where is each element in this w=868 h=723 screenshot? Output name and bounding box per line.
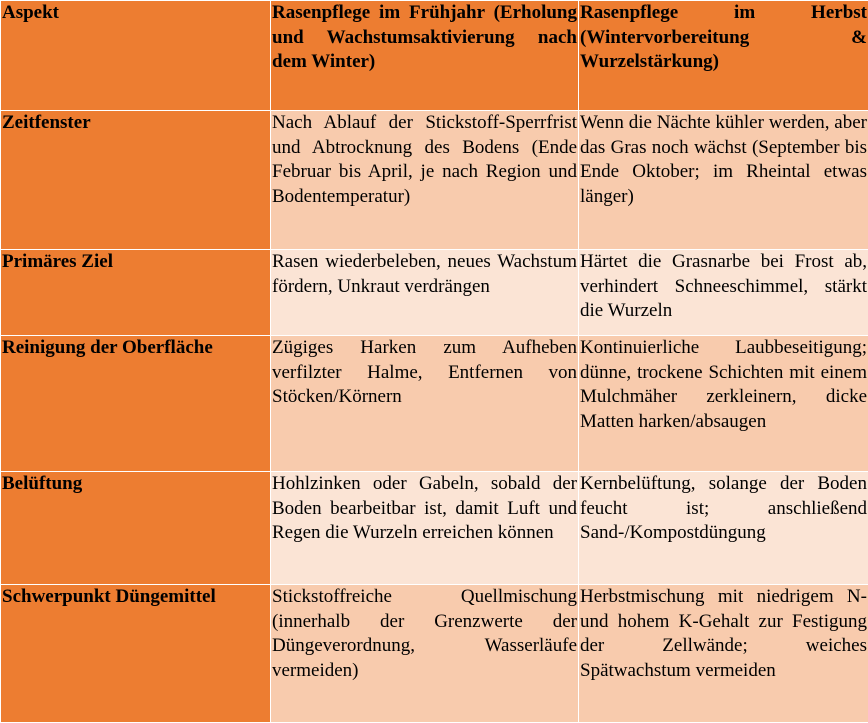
- row-autumn-cell: Kontinuierliche Laubbeseitigung; dünne, trockene Schichten mit einem Mulchmäher zerkleinern, dicke Matten harken/absaugen: [579, 336, 868, 472]
- row-aspect-label: Zeitfenster: [1, 111, 271, 250]
- row-aspect-label: Primäres Ziel: [1, 250, 271, 336]
- row-spring-cell: Stickstoffreiche Quellmischung (innerhalb der Grenzwerte der Düngeverordnung, Wasserläufe vermeiden): [271, 585, 579, 723]
- row-aspect-label: Schwerpunkt Düngemittel: [1, 585, 271, 723]
- table-row: [1, 111, 868, 250]
- row-autumn-cell: Herbstmischung mit niedrigem N- und hohem K-Gehalt zur Festigung der Zellwände; weiches Spätwachstum vermeiden: [579, 585, 868, 723]
- row-spring-cell: Rasen wiederbeleben, neues Wachstum fördern, Unkraut verdrängen: [271, 250, 579, 336]
- header-autumn: Rasenpflege im Herbst (Wintervorbereitung & Wurzelstärkung): [579, 1, 868, 111]
- row-spring-cell: Nach Ablauf der Stickstoff-Sperrfrist und Abtrocknung des Bodens (Ende Februar bis April, je nach Region und Bodentemperatur): [271, 111, 579, 250]
- table-row: [1, 585, 868, 723]
- row-autumn-cell: Wenn die Nächte kühler werden, aber das Gras noch wächst (September bis Ende Oktober; im Rheintal etwas länger): [579, 111, 868, 250]
- header-aspect: Aspekt: [1, 1, 271, 111]
- row-aspect-label: Belüftung: [1, 472, 271, 585]
- row-autumn-cell: Härtet die Grasnarbe bei Frost ab, verhindert Schneeschimmel, stärkt die Wurzeln: [579, 250, 868, 336]
- header-spring: Rasenpflege im Frühjahr (Erholung und Wachstumsaktivierung nach dem Winter): [271, 1, 579, 111]
- table-row: [1, 336, 868, 472]
- table-row: [1, 250, 868, 336]
- row-spring-cell: Zügiges Harken zum Aufheben verfilzter Halme, Entfernen von Stöcken/Körnern: [271, 336, 579, 472]
- table-header-row: [1, 1, 868, 111]
- table-row: [1, 472, 868, 585]
- row-autumn-cell: Kernbelüftung, solange der Boden feucht ist; anschließend Sand-/Kompostdüngung: [579, 472, 868, 585]
- row-spring-cell: Hohlzinken oder Gabeln, sobald der Boden bearbeitbar ist, damit Luft und Regen die Wurzeln erreichen können: [271, 472, 579, 585]
- row-aspect-label: Reinigung der Oberfläche: [1, 336, 271, 472]
